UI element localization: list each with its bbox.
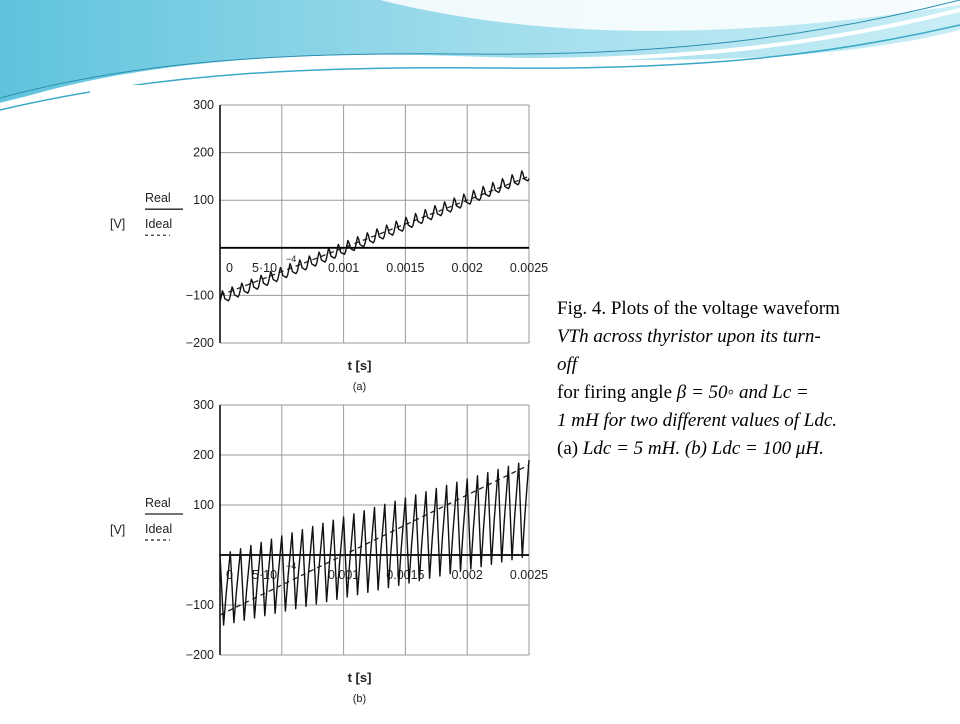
x-tick-label: 0.0015: [386, 260, 425, 275]
figure-caption: [557, 295, 957, 463]
x-tick-label: 0.0025: [509, 568, 549, 582]
x-tick-label: 0.002: [451, 260, 483, 275]
x-axis-label: t [s]: [347, 670, 372, 685]
y-tick-label: −200: [185, 336, 214, 350]
chart-panel-b: [110, 398, 548, 705]
y-tick-label: 300: [193, 398, 214, 412]
x-tick-label: 0: [226, 568, 233, 582]
x-axis-label: t [s]: [347, 358, 372, 373]
panel-label: (b): [352, 693, 367, 705]
caption-line: [557, 435, 957, 463]
caption-line: [557, 407, 957, 435]
legend-label-real: Real: [145, 191, 171, 206]
caption-text: Fig. 4. Plots of the voltage waveform: [557, 298, 840, 319]
y-tick-label: −100: [185, 288, 214, 303]
caption-text-italic: β = 50◦ and Lc =: [676, 382, 809, 403]
legend-label-ideal: Ideal: [145, 217, 173, 232]
y-tick-label: 200: [193, 145, 214, 160]
x-tick-exponent: −4: [286, 561, 297, 571]
figure-panel: [90, 85, 585, 720]
caption-text-italic: Ldc = 5 mH. (b) Ldc = 100 μH.: [582, 438, 824, 459]
x-tick-label: 0.001: [327, 260, 360, 275]
caption-line: [557, 351, 957, 379]
x-tick-exponent: −4: [286, 253, 297, 264]
y-tick-label: 300: [193, 98, 214, 112]
x-tick-label: 0.0025: [509, 260, 549, 275]
caption-text: for firing angle: [557, 382, 677, 403]
x-tick-label: 0: [226, 260, 233, 275]
y-tick-label: 100: [193, 498, 214, 512]
y-tick-label: −100: [185, 598, 214, 612]
y-axis-label: [V]: [110, 217, 126, 231]
x-tick-label: 5·10: [252, 568, 278, 582]
y-tick-label: 100: [193, 193, 214, 208]
chart-panel-a: [110, 98, 548, 393]
x-tick-label: 5·10: [252, 260, 278, 275]
x-tick-label: 0.001: [327, 568, 360, 582]
legend-label-ideal: Ideal: [145, 522, 173, 536]
caption-text-italic: VTh across thyristor upon its turn-: [557, 326, 821, 347]
y-tick-label: −200: [185, 648, 214, 662]
series-ideal-line: [220, 176, 529, 295]
caption-text-italic: off: [557, 354, 578, 375]
x-tick-label: 0.002: [451, 568, 483, 582]
caption-line: [557, 323, 957, 351]
caption-line: [557, 379, 957, 407]
panel-label: (a): [352, 381, 367, 393]
caption-text: (a): [557, 438, 583, 459]
x-tick-label: 0.0015: [386, 568, 425, 582]
series-real-line: [220, 460, 529, 625]
caption-text-italic: 1 mH for two different values of Ldc.: [557, 410, 838, 431]
voltage-waveform-figure: [90, 85, 585, 720]
legend-label-real: Real: [145, 496, 171, 510]
series-real-line: [220, 171, 529, 302]
caption-line: [557, 295, 957, 323]
y-axis-label: [V]: [110, 523, 126, 537]
y-tick-label: 200: [193, 448, 214, 462]
